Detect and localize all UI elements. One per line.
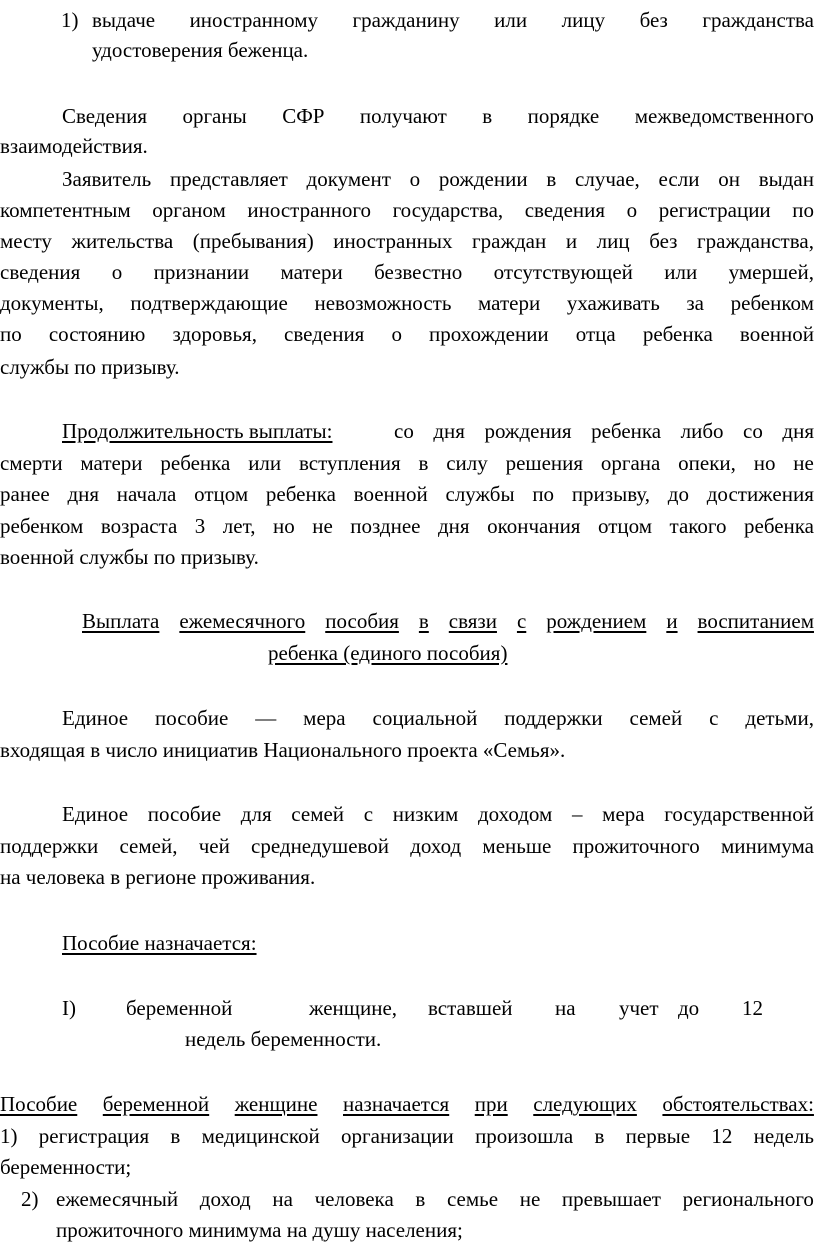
- condition-line: ежемесячный доход на человека в семье не превышает регионального: [56, 1187, 814, 1211]
- paragraph-line: месту жительства (пребывания) иностранных граждан и лиц без гражданства,: [0, 229, 814, 253]
- list-number: 2): [21, 1187, 39, 1211]
- list-number: I): [62, 996, 76, 1020]
- paragraph-line: службы по призыву.: [0, 355, 180, 379]
- paragraph-line: военной службы по призыву.: [0, 545, 259, 569]
- paragraph-line: смерти матери ребенка или вступления в силу решения органа опеки, но не: [0, 451, 814, 475]
- paragraph-line: ранее дня начала отцом ребенка военной службы по призыву, до достижения: [0, 482, 814, 506]
- list-item-word: до: [678, 996, 700, 1020]
- paragraph-line: на человека в регионе проживания.: [0, 865, 316, 889]
- paragraph-line: компетентным органом иностранного государства, сведения о регистрации по: [0, 198, 814, 222]
- paragraph-line: взаимодействия.: [0, 134, 148, 158]
- paragraph-line: со дня рождения ребенка либо со дня: [394, 419, 814, 443]
- list-item-text-line: выдаче иностранному гражданину или лицу без гражданства: [92, 8, 814, 32]
- paragraph-line: документы, подтверждающие невозможность матери ухаживать за ребенком: [0, 291, 814, 315]
- conditions-heading: Пособие беременной женщине назначается при следующих обстоятельствах:: [0, 1092, 814, 1116]
- paragraph-line: Заявитель представляет документ о рождении в случае, если он выдан: [62, 167, 814, 191]
- condition-line: 1) регистрация в медицинской организации произошла в первые 12 недель: [0, 1124, 814, 1148]
- paragraph-line: Сведения органы СФР получают в порядке межведомственного: [62, 104, 814, 128]
- list-item-word: вставшей: [428, 996, 513, 1020]
- paragraph-line: по состоянию здоровья, сведения о прохождении отца ребенка военной: [0, 322, 814, 346]
- assigned-label: Пособие назначается:: [62, 931, 257, 955]
- paragraph-line: Единое пособие — мера социальной поддержки семей с детьми,: [62, 706, 814, 730]
- list-item-word: женщине,: [309, 996, 398, 1020]
- list-number: 1): [61, 8, 79, 32]
- paragraph-line: Единое пособие для семей с низким доходом – мера государственной: [62, 802, 814, 826]
- heading-line: Выплата ежемесячного пособия в связи с рождением и воспитанием: [82, 609, 814, 633]
- paragraph-line: поддержки семей, чей среднедушевой доход меньше прожиточного минимума: [0, 834, 814, 858]
- list-item-text-line: недель беременности.: [185, 1027, 382, 1051]
- condition-line: беременности;: [0, 1155, 132, 1179]
- list-item-word: на: [555, 996, 576, 1020]
- list-item-word: учет: [619, 996, 659, 1020]
- condition-line: прожиточного минимума на душу населения;: [56, 1218, 463, 1242]
- list-item-word: 12: [742, 996, 763, 1020]
- list-item-word: беременной: [126, 996, 233, 1020]
- paragraph-line: сведения о признании матери безвестно отсутствующей или умершей,: [0, 260, 814, 284]
- heading-line: ребенка (единого пособия): [268, 641, 508, 665]
- list-item-text-line: удостоверения беженца.: [92, 38, 309, 62]
- paragraph-line: ребенком возраста 3 лет, но не позднее дня окончания отцом такого ребенка: [0, 514, 814, 538]
- paragraph-line: входящая в число инициатив Национального проекта «Семья».: [0, 738, 566, 762]
- duration-label: Продолжительность выплаты:: [62, 419, 333, 443]
